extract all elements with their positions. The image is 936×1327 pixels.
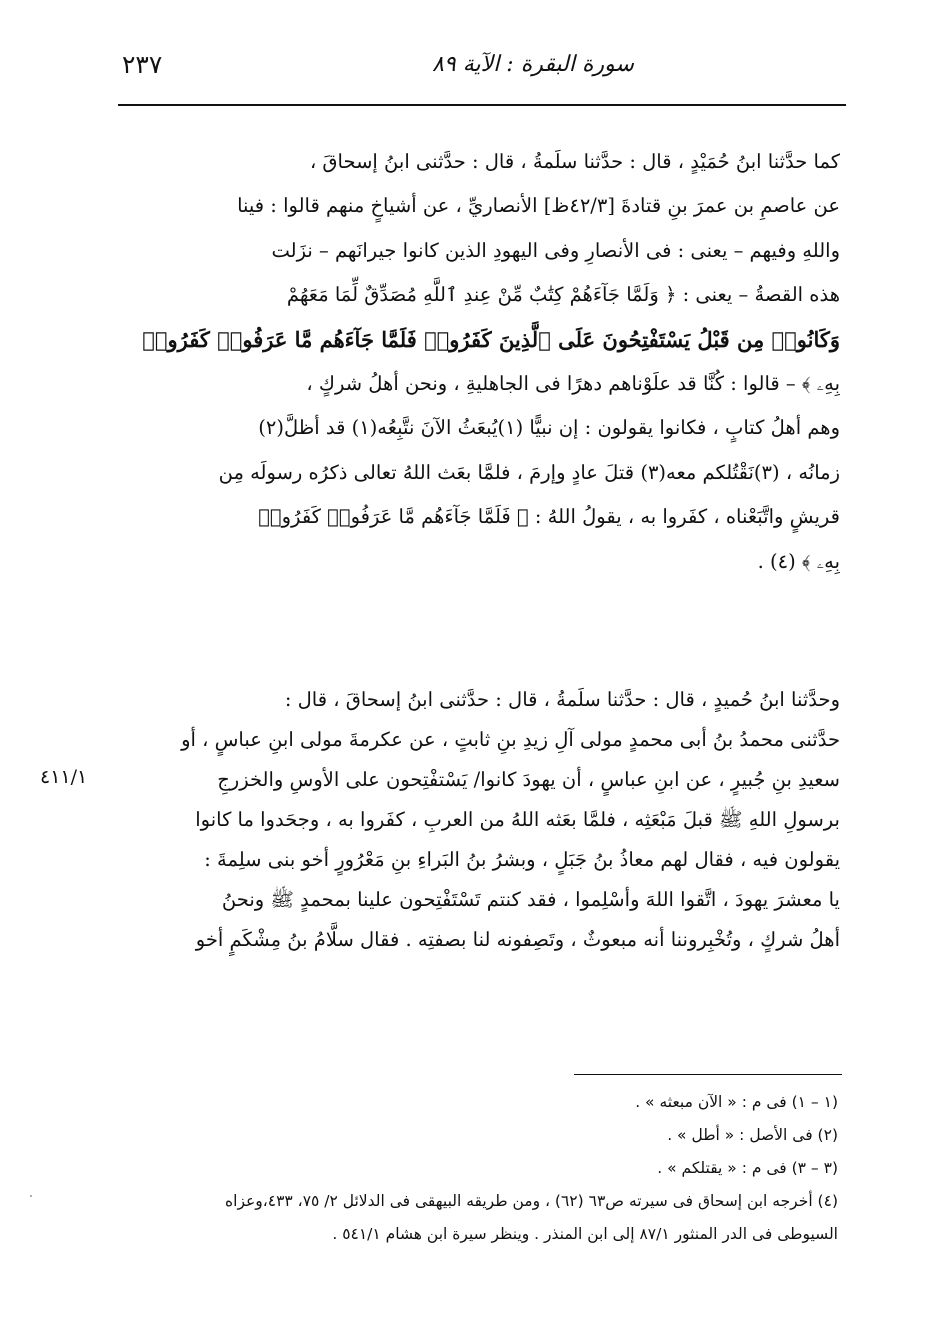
text-line: أهلُ شركٍ ، وتُخْبِروننا أنه مبعوثٌ ، وتَصِفونه لنا بصفتِه . فقال سلَّامُ بنُ مِشْكَمٍ أخو — [195, 928, 840, 951]
margin-page-reference: ٤١١/١ — [40, 766, 88, 788]
text-line: وحدَّثنا ابنُ حُميدٍ ، قال : حدَّثنا سلَمةُ ، قال : حدَّثنى ابنُ إسحاقَ ، قال : — [284, 688, 840, 711]
scan-speck — [30, 1195, 32, 1197]
running-head-title: سورة البقرة : الآية ٨٩ — [432, 52, 634, 77]
text-line: كما حدَّثنا ابنُ حُمَيْدٍ ، قال : حدَّثنا سلَمةُ ، قال : حدَّثنى ابنُ إسحاقَ ، — [309, 150, 840, 173]
text-line: سعيدِ بنِ جُبيرٍ ، عن ابنِ عباسٍ ، أن يهودَ كانوا/ يَسْتفْتِحون على الأوسِ والخزرجِ — [217, 768, 840, 791]
text-line: بِهِۦ ﴾ – قالوا : كُنَّا قد علَوْناهم دهرًا فى الجاهليةِ ، ونحن أهلُ شركٍ ، — [306, 371, 840, 395]
text-line: حدَّثنى محمدُ بنُ أبى محمدٍ مولى آلِ زيدِ بنِ ثابتٍ ، عن عكرمةَ مولى ابنِ عباسٍ ، أو — [181, 728, 840, 751]
text-line: قريشٍ واتَّبَعْناه ، كفَروا به ، يقولُ اللهُ : ﴿ فَلَمَّا جَآءَهُم مَّا عَرَفُوا۟ كَفَرُوا۟ — [258, 505, 840, 529]
text-line: يا معشرَ يهودَ ، اتَّقوا اللهَ وأسْلِموا ، فقد كنتم تَسْتَفْتِحون علينا بمحمدٍ ﷺ ونحنُ — [221, 888, 840, 911]
text-line: واللهِ وفيهم – يعنى : فى الأنصارِ وفى اليهودِ الذين كانوا جيرانَهم – نزَلت — [271, 238, 840, 262]
text-line: وهم أهلُ كتابٍ ، فكانوا يقولون : إن نبيًّا (١)يُبعَثُ الآنَ نتَّبِعُه(١) قد أظلَّ(٢) — [258, 416, 840, 440]
footnote-3: (٣ – ٣) فى م : « يقتلكم » . — [657, 1159, 838, 1177]
text-line: برسولِ اللهِ ﷺ قبلَ مَبْعَثِه ، فلمَّا بعَثه اللهُ من العربِ ، كفَروا به ، وجحَدوا ما كانوا — [195, 808, 840, 831]
running-head — [118, 44, 832, 92]
header-rule — [118, 104, 846, 106]
text-line: يقولون فيه ، فقال لهم معاذُ بنُ جَبَلٍ ، وبشرُ بنُ البَراءِ بنِ مَعْرُورٍ أخو بنى سلِمةَ : — [204, 848, 840, 871]
footnote-4: (٤) أخرجه ابن إسحاق فى سيرته ص٦٣ (٦٢) ، ومن طريقه البيهقى فى الدلائل ٢/ ٧٥، ٤٣٣،وعزاه — [225, 1192, 838, 1210]
footnote-separator — [574, 1074, 842, 1075]
footnote-1: (١ – ١) فى م : « الآن مبعثه » . — [635, 1093, 838, 1111]
text-line: زمانُه ، (٣)نَقْتُلكم معه(٣) قتلَ عادٍ وإرمَ ، فلمَّا بعَث اللهُ تعالى ذكرُه رسولَه مِن — [218, 460, 840, 484]
footnote-2: (٢) فى الأصل : « أطل » . — [667, 1126, 838, 1144]
text-line: بِهِۦ ﴾ (٤) . — [757, 549, 840, 573]
quran-verse-line: وَكَانُوا۟ مِن قَبْلُ يَسْتَفْتِحُونَ عَلَى ٱلَّذِينَ كَفَرُوا۟ فَلَمَّا جَآءَهُم مَّا عَرَفُوا۟ كَفَرُوا۟ — [142, 326, 840, 352]
paragraph-1 — [128, 140, 840, 584]
paragraph-2 — [128, 680, 840, 960]
footnote-4-continued: السيوطى فى الدر المنثور ٨٧/١ إلى ابن المنذر . وينظر سيرة ابن هشام ٥٤١/١ . — [332, 1225, 838, 1243]
text-line: هذه القصةُ – يعنى : ﴿ وَلَمَّا جَآءَهُمْ كِتَٰبٌ مِّنْ عِندِ ٱللَّهِ مُصَدِّقٌ لِّمَا مَعَهُمْ — [286, 283, 840, 307]
text-line: عن عاصمِ بن عمرَ بنِ قتادةَ [٤٢/٣ظ] الأنصاريِّ ، عن أشياخٍ منهم قالوا : فينا — [237, 194, 840, 218]
page-number: ٢٣٧ — [122, 50, 163, 79]
footnotes — [120, 1086, 838, 1251]
